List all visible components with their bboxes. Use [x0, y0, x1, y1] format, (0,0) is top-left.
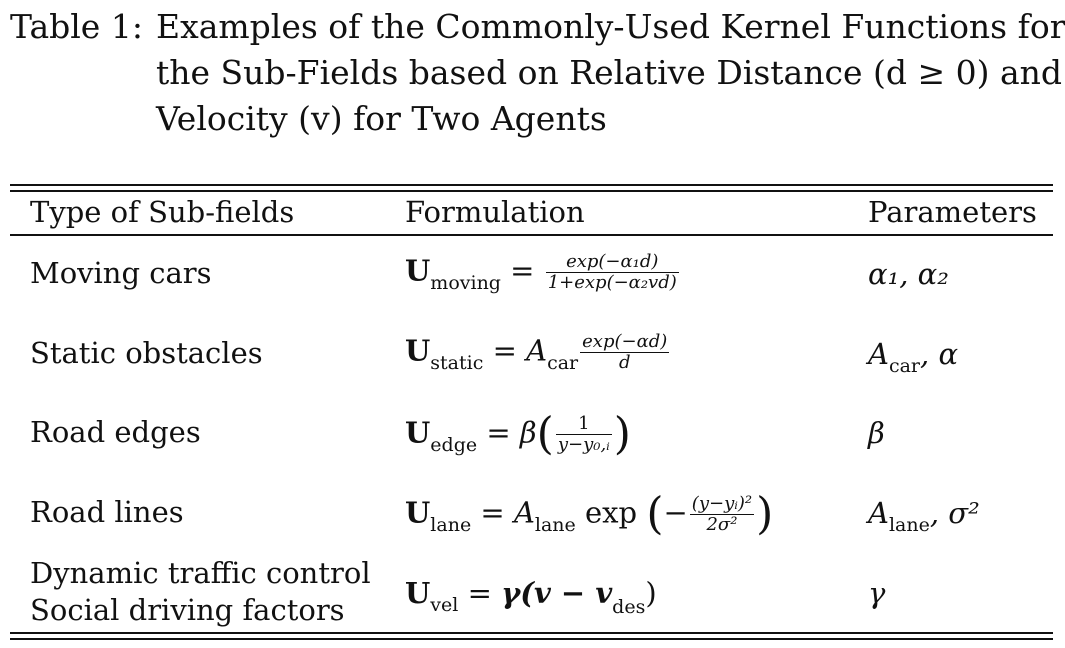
- row-dynamic-traffic-formula: $U_{vel} = \gamma(v - v_{des})$: [405, 576, 657, 618]
- row-static-obstacles-formula: $U_{static} = A_{car}$ $\frac{\exp(-\alpha d)}{d}$: [405, 331, 668, 374]
- row-road-lines-formula: $U_{lane} = A_{lane}$ exp (− $\frac{\text{(y−yᵢ)²}}{\text{2σ²}}$ ): [405, 488, 774, 540]
- header-type: Type of Sub-fields: [30, 195, 295, 229]
- row-social-driving-type: Social driving factors: [30, 593, 345, 627]
- row-road-edges-type: Road edges: [30, 415, 201, 449]
- row-moving-cars-type: Moving cars: [30, 256, 212, 290]
- row-road-edges-formula: $U_{edge} = \beta$( $\frac{1}{\text{y−y₀,ᵢ}}$ ): [405, 408, 631, 460]
- row-dynamic-traffic-type: Dynamic traffic control: [30, 556, 371, 590]
- bottom-rule-1: [10, 632, 1053, 634]
- header-parameters: Parameters: [868, 195, 1037, 229]
- row-road-lines-params: $A_{lane}$, σ²: [868, 496, 980, 536]
- top-rule-1: [10, 184, 1053, 186]
- row-road-edges-params: β: [868, 416, 885, 450]
- bottom-rule-2: [10, 638, 1053, 640]
- row-static-obstacles-params: $A_{car}$, α: [868, 337, 959, 377]
- caption-text: [156, 4, 1065, 142]
- row-moving-cars-params: α₁, α₂: [868, 257, 949, 291]
- row-static-obstacles-type: Static obstacles: [30, 336, 263, 370]
- caption-line-1: Examples of the Commonly-Used Kernel Functions for: [156, 7, 1065, 46]
- header-rule: [10, 234, 1053, 236]
- caption-line-3: Velocity (v) for Two Agents: [156, 99, 607, 138]
- fraction: $\frac{1}{\text{y−y₀,ᵢ}}$: [557, 413, 610, 455]
- header-formulation: Formulation: [405, 195, 585, 229]
- fraction: $\frac{\exp(-\alpha d)}{d}$: [582, 331, 668, 373]
- fraction: $\frac{\text{exp(−α₁d)}}{\text{1+exp(−α₂vd)}}$: [547, 251, 677, 293]
- caption-line-2: the Sub-Fields based on Relative Distance (d ≥ 0) and: [156, 53, 1063, 92]
- caption-label: Table 1:: [10, 7, 143, 46]
- row-road-lines-type: Road lines: [30, 495, 184, 529]
- row-moving-cars-formula: $U_{moving}$ = $\frac{\text{exp(−α₁d)}}{\text{1+exp(−α₂vd)}}$: [405, 251, 677, 294]
- top-rule-2: [10, 190, 1053, 192]
- row-dynamic-traffic-params: γ: [868, 576, 886, 610]
- fraction: $\frac{\text{(y−yᵢ)²}}{\text{2σ²}}$: [691, 493, 753, 535]
